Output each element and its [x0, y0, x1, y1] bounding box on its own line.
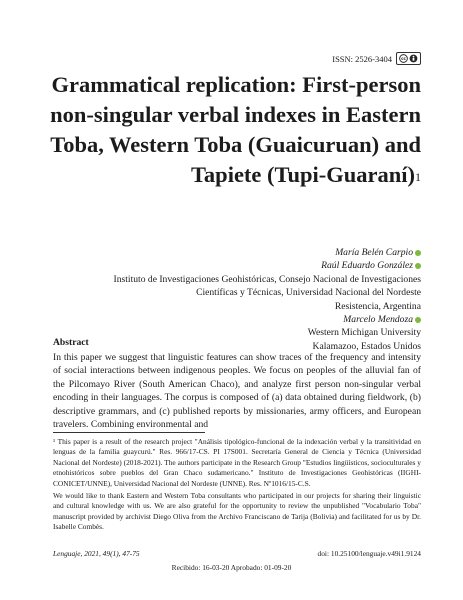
creative-commons-icon[interactable]	[396, 52, 421, 65]
author-name: María Belén Carpio	[335, 247, 413, 258]
affiliation-line: Western Michigan University	[307, 327, 421, 339]
affiliation-line: Resistencia, Argentina	[334, 300, 421, 312]
abstract-text: In this paper we suggest that linguistic features can show traces of the frequency and intensity of social interactions between indigenous peoples. We focus on peoples of the alluvial fan of the Pilcomayo River (South American Chaco), and analyze first person non-singular verbal encoding in their languages. The corpus is composed of (a) data obtained during fieldwork, (b) descriptive grammars, and (c) published reports by missionaries, army officers, and European travelers. Combining environmental and	[53, 352, 421, 431]
footnote-1: ¹ This paper is a result of the research project "Análisis tipológico-funcional de la indexación verbal y la transitividad en lenguas de la familia guaycurú." Res. 966/17-CS. PI 17S001. Secretaría General de Ciencia y Técnica (Universidad Nacional del Nordeste) (2018-2021). The authors participate in the Research Group "Estudios lingüísticos, socioculturales y etnohistóricos sobre pueblos del Gran Chaco sudamericano." Instituto de Investigaciones Geohistóricas (IIGHI-CONICET/UNNE), Universidad Nacional del Nordeste (UNNE). Res. Nº1016/15-C.S.	[53, 437, 421, 488]
cc-circle-icon	[399, 54, 408, 63]
orcid-icon[interactable]	[415, 250, 421, 256]
received-dates: Recibido: 16-03-20 Aprobado: 01-09-20	[171, 563, 292, 572]
by-person-icon	[409, 54, 418, 63]
affiliation-line: Instituto de Investigaciones Geohistóricas, Consejo Nacional de Investigaciones	[113, 273, 421, 285]
svg-text:cc: cc	[401, 56, 406, 62]
author-name: Marcelo Mendoza	[343, 314, 413, 326]
abstract-heading: Abstract	[53, 337, 89, 348]
author-1	[1, 246, 421, 259]
orcid-icon[interactable]	[415, 263, 421, 269]
issn-line	[332, 52, 421, 65]
journal-citation: Lenguaje, 2021, 49(1), 47-75	[53, 549, 140, 558]
affiliation-line: Kalamazoo, Estados Unidos	[312, 340, 421, 352]
footnote-divider	[53, 432, 205, 433]
issn-text: ISSN: 2526-3404	[332, 53, 392, 64]
orcid-icon[interactable]	[415, 317, 421, 323]
title-text: Grammatical replication: First-person non-singular verbal indexes in Eastern Toba, Western Toba (Guaicuruan) and Tapiete (Tupi-Guaraní)	[50, 72, 421, 187]
author-3	[1, 313, 421, 326]
doi-link[interactable]: doi: 10.25100/lenguaje.v49i1.9124	[317, 549, 421, 558]
footnote-2: We would like to thank Eastern and Western Toba consultants who participated in our projects for sharing their linguistic and cultural knowledge with us. We are also grateful for the opportunity to review the unpublished "Vocabulario Toba" manuscript provided by archivist Diego Oliva from the Archivo Franciscano de Tarija (Bolivia) and facilitated for us by Dr. Isabelle Combès.	[53, 491, 421, 532]
author-name: Raúl Eduardo González	[321, 260, 413, 272]
page-footer	[53, 549, 421, 558]
author-2	[1, 259, 421, 272]
title-footnote-mark[interactable]: 1	[415, 170, 421, 184]
affiliation-line: Científicas y Técnicas, Universidad Nacional del Nordeste	[196, 287, 421, 299]
footnotes	[53, 437, 421, 535]
paper-title	[41, 70, 421, 190]
